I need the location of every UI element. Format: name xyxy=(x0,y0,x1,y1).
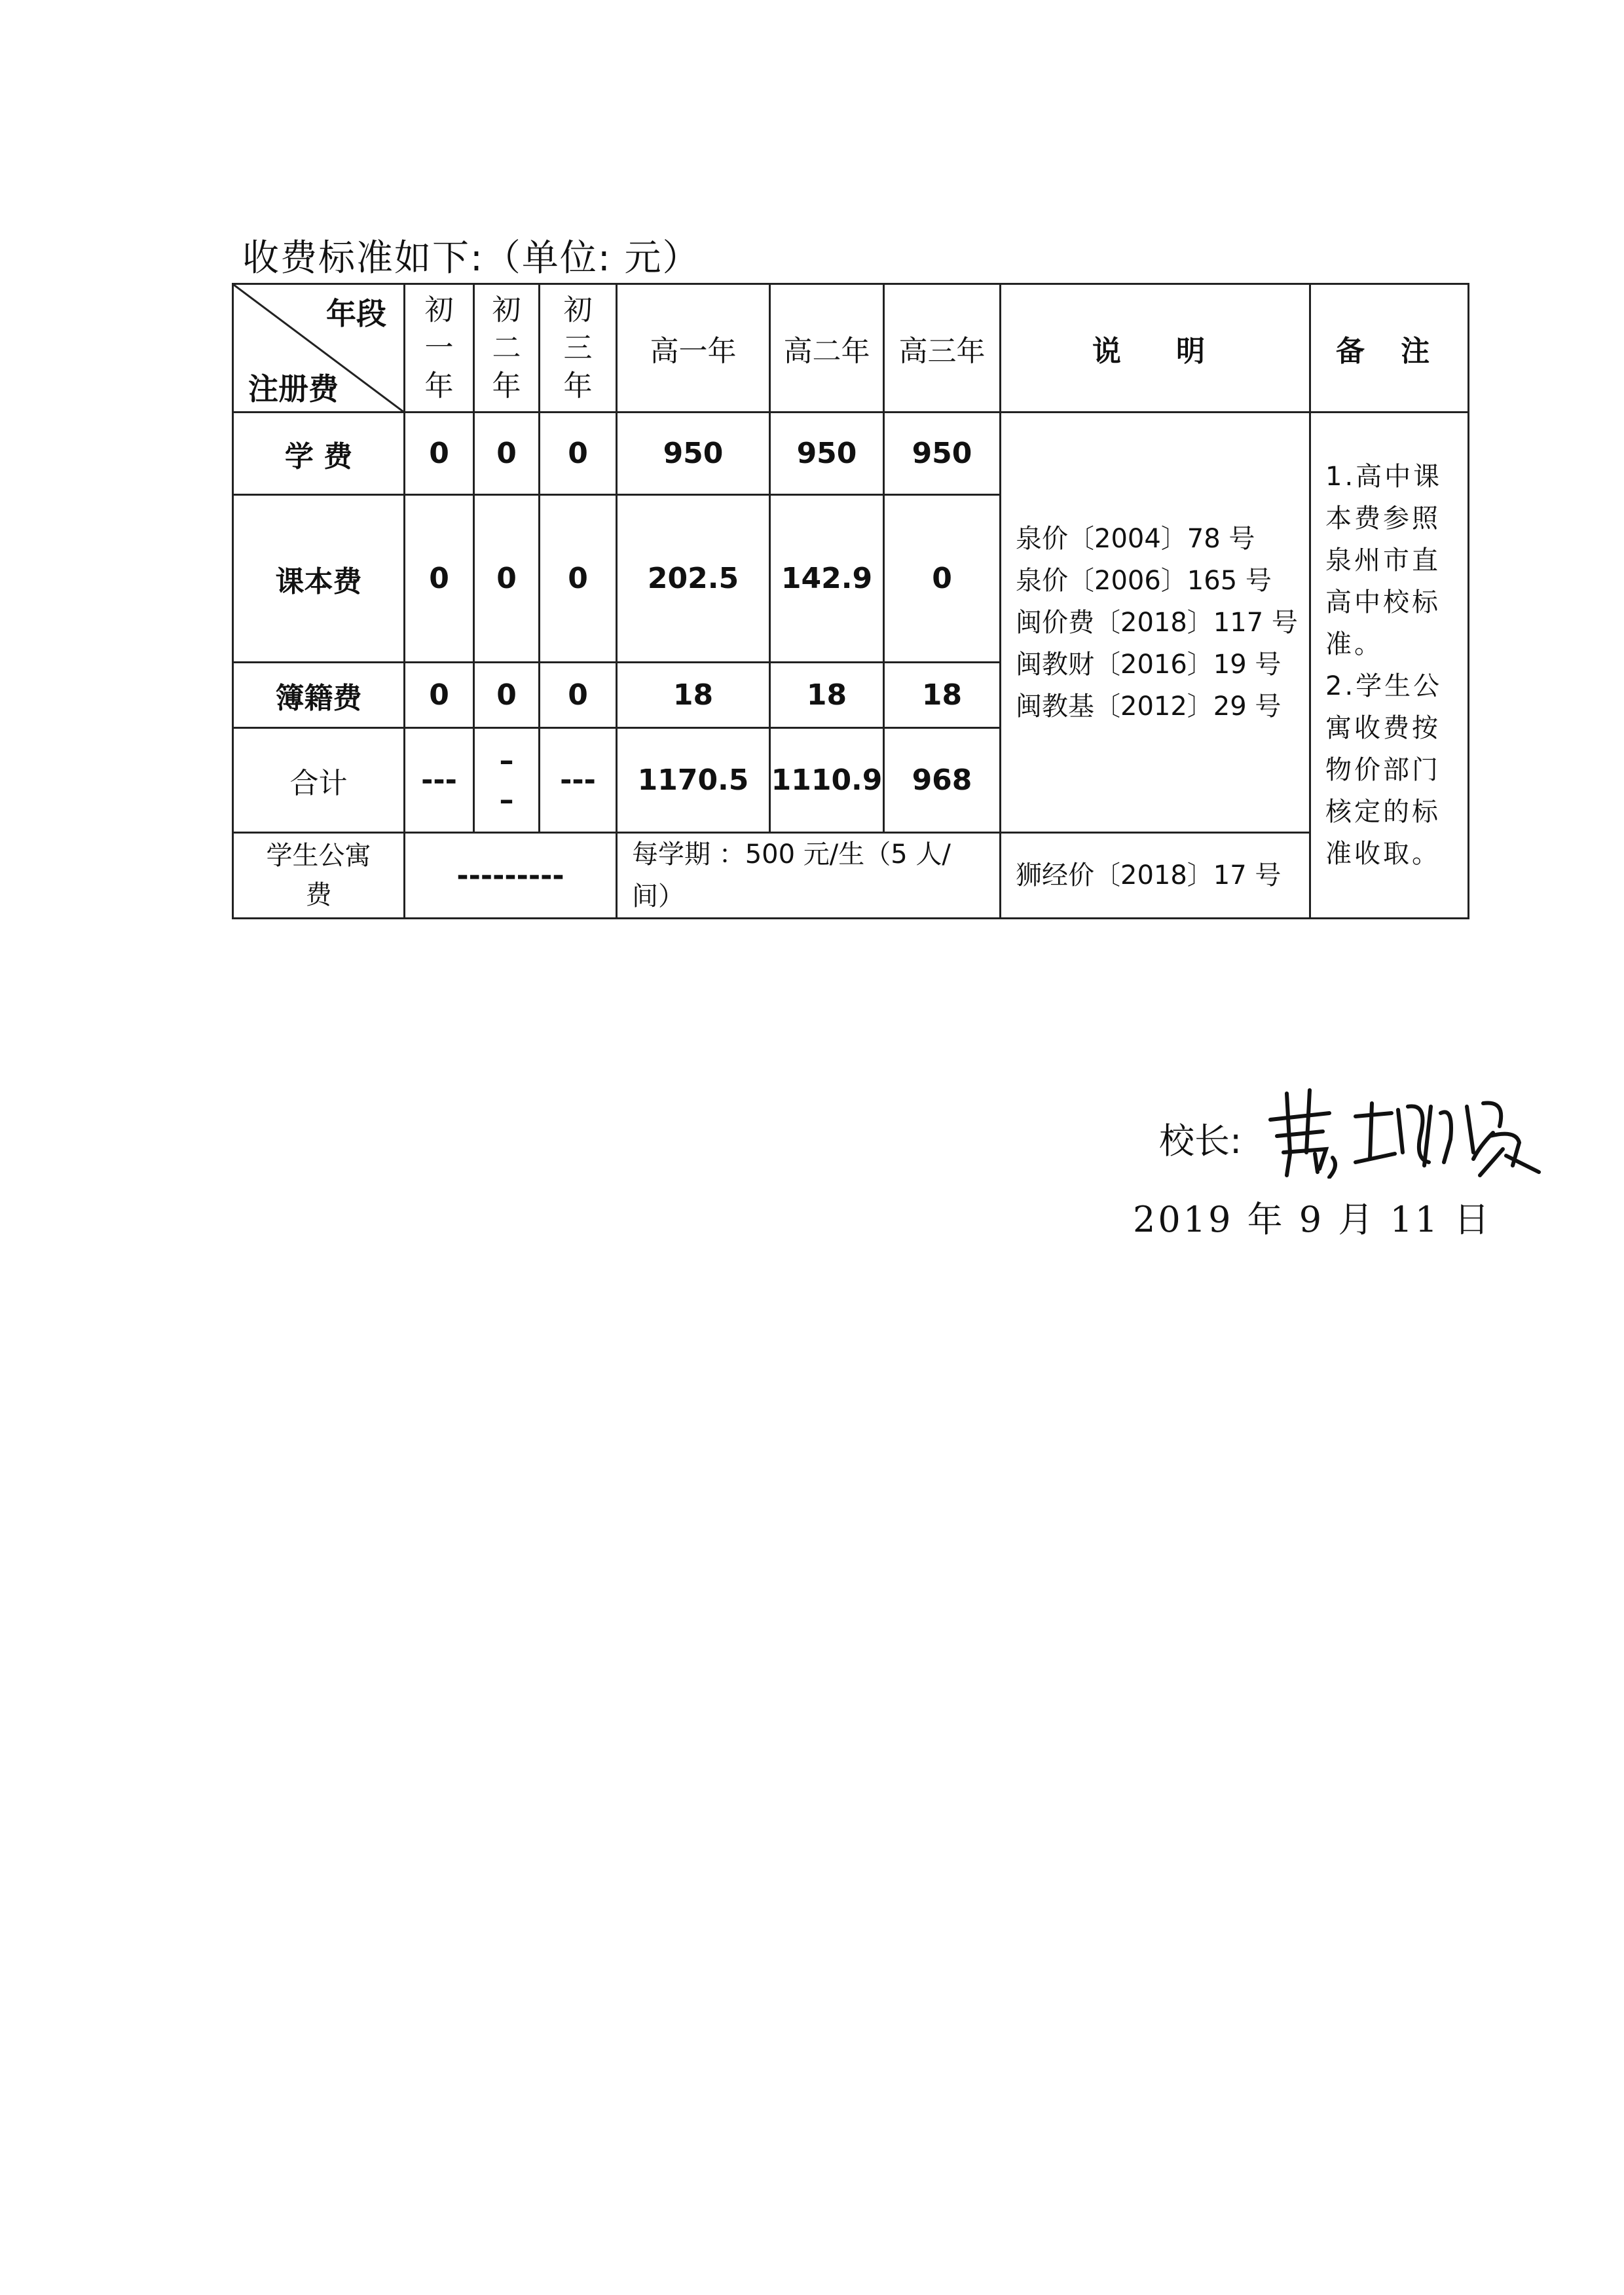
header-explanation: 说 明 xyxy=(1001,284,1310,413)
header-junior-1: 初 一 年 xyxy=(405,284,474,413)
table-cell: 950 xyxy=(884,413,1001,495)
note-line: 准收取。 xyxy=(1325,839,1441,869)
table-cell: 968 xyxy=(884,728,1001,833)
header-senior-1: 高一年 xyxy=(617,284,770,413)
table-cell: 18 xyxy=(770,663,884,728)
table-cell: 0 xyxy=(884,495,1001,663)
table-cell: 1170.5 xyxy=(617,728,770,833)
table-row-dorm xyxy=(233,833,1469,919)
explanation-line: 泉价〔2004〕78 号 xyxy=(1016,523,1255,554)
dorm-explanation-cell: 狮经价〔2018〕17 号 xyxy=(1001,833,1310,919)
explanation-line: 泉价〔2006〕165 号 xyxy=(1016,565,1272,596)
table-cell: 1110.9 xyxy=(770,728,884,833)
row-label-textbook: 课本费 xyxy=(233,495,405,663)
note-line: 泉州市直 xyxy=(1325,545,1441,576)
row-label-total: 合计 xyxy=(233,728,405,833)
note-line: 物价部门 xyxy=(1325,755,1441,785)
table-cell: – – xyxy=(474,728,540,833)
corner-fee-label: 注册费 xyxy=(248,371,339,407)
signature-date: 2019 年 9 月 11 日 xyxy=(1133,1199,1492,1240)
row-label-tuition: 学 费 xyxy=(233,413,405,495)
notes-cell xyxy=(1310,413,1469,919)
note-line: 2.学生公 xyxy=(1325,671,1443,701)
table-cell: --- xyxy=(540,728,617,833)
table-cell: 950 xyxy=(770,413,884,495)
row-label-dorm: 学生公寓 费 xyxy=(233,833,405,919)
note-line: 寓收费按 xyxy=(1325,713,1441,743)
table-cell: 950 xyxy=(617,413,770,495)
header-junior-2: 初 二 年 xyxy=(474,284,540,413)
fee-standard-heading: 收费标准如下:（单位: 元） xyxy=(242,237,701,280)
table-cell: 0 xyxy=(540,413,617,495)
explanation-line: 闽价费〔2018〕117 号 xyxy=(1016,607,1298,638)
row-label-registry: 簿籍费 xyxy=(233,663,405,728)
header-junior-3: 初 三 年 xyxy=(540,284,617,413)
table-cell: 202.5 xyxy=(617,495,770,663)
explanation-line: 闽教基〔2012〕29 号 xyxy=(1016,691,1282,722)
table-header-row xyxy=(233,284,1469,413)
dorm-senior-cell: 每学期 ：500 元/生（5 人/ 间） xyxy=(617,833,1001,919)
note-line: 核定的标 xyxy=(1325,797,1441,827)
note-line: 1.高中课 xyxy=(1325,462,1443,492)
note-line: 准。 xyxy=(1325,629,1383,659)
table-cell: 0 xyxy=(474,663,540,728)
table-cell: 142.9 xyxy=(770,495,884,663)
note-line: 高中校标 xyxy=(1325,587,1441,617)
table-cell: 0 xyxy=(405,413,474,495)
fee-table xyxy=(232,283,1469,919)
header-senior-3: 高三年 xyxy=(884,284,1001,413)
corner-grade-label: 年段 xyxy=(326,296,386,331)
header-senior-2: 高二年 xyxy=(770,284,884,413)
table-cell: 0 xyxy=(405,495,474,663)
table-cell: 0 xyxy=(474,413,540,495)
table-cell: 0 xyxy=(540,663,617,728)
table-row-tuition xyxy=(233,413,1469,495)
handwritten-signature xyxy=(1257,1080,1598,1179)
note-line: 本费参照 xyxy=(1325,504,1441,534)
table-cell: 18 xyxy=(617,663,770,728)
table-cell: 0 xyxy=(405,663,474,728)
principal-label: 校长: xyxy=(1159,1120,1242,1162)
header-notes: 备 注 xyxy=(1310,284,1469,413)
table-cell: 0 xyxy=(540,495,617,663)
diagonal-corner-cell xyxy=(233,284,405,413)
explanation-cell xyxy=(1001,413,1310,833)
table-cell: 0 xyxy=(474,495,540,663)
explanation-line: 闽教财〔2016〕19 号 xyxy=(1016,649,1282,680)
table-cell: --- xyxy=(405,728,474,833)
dorm-junior-cell: --------- xyxy=(405,833,617,919)
table-cell: 18 xyxy=(884,663,1001,728)
